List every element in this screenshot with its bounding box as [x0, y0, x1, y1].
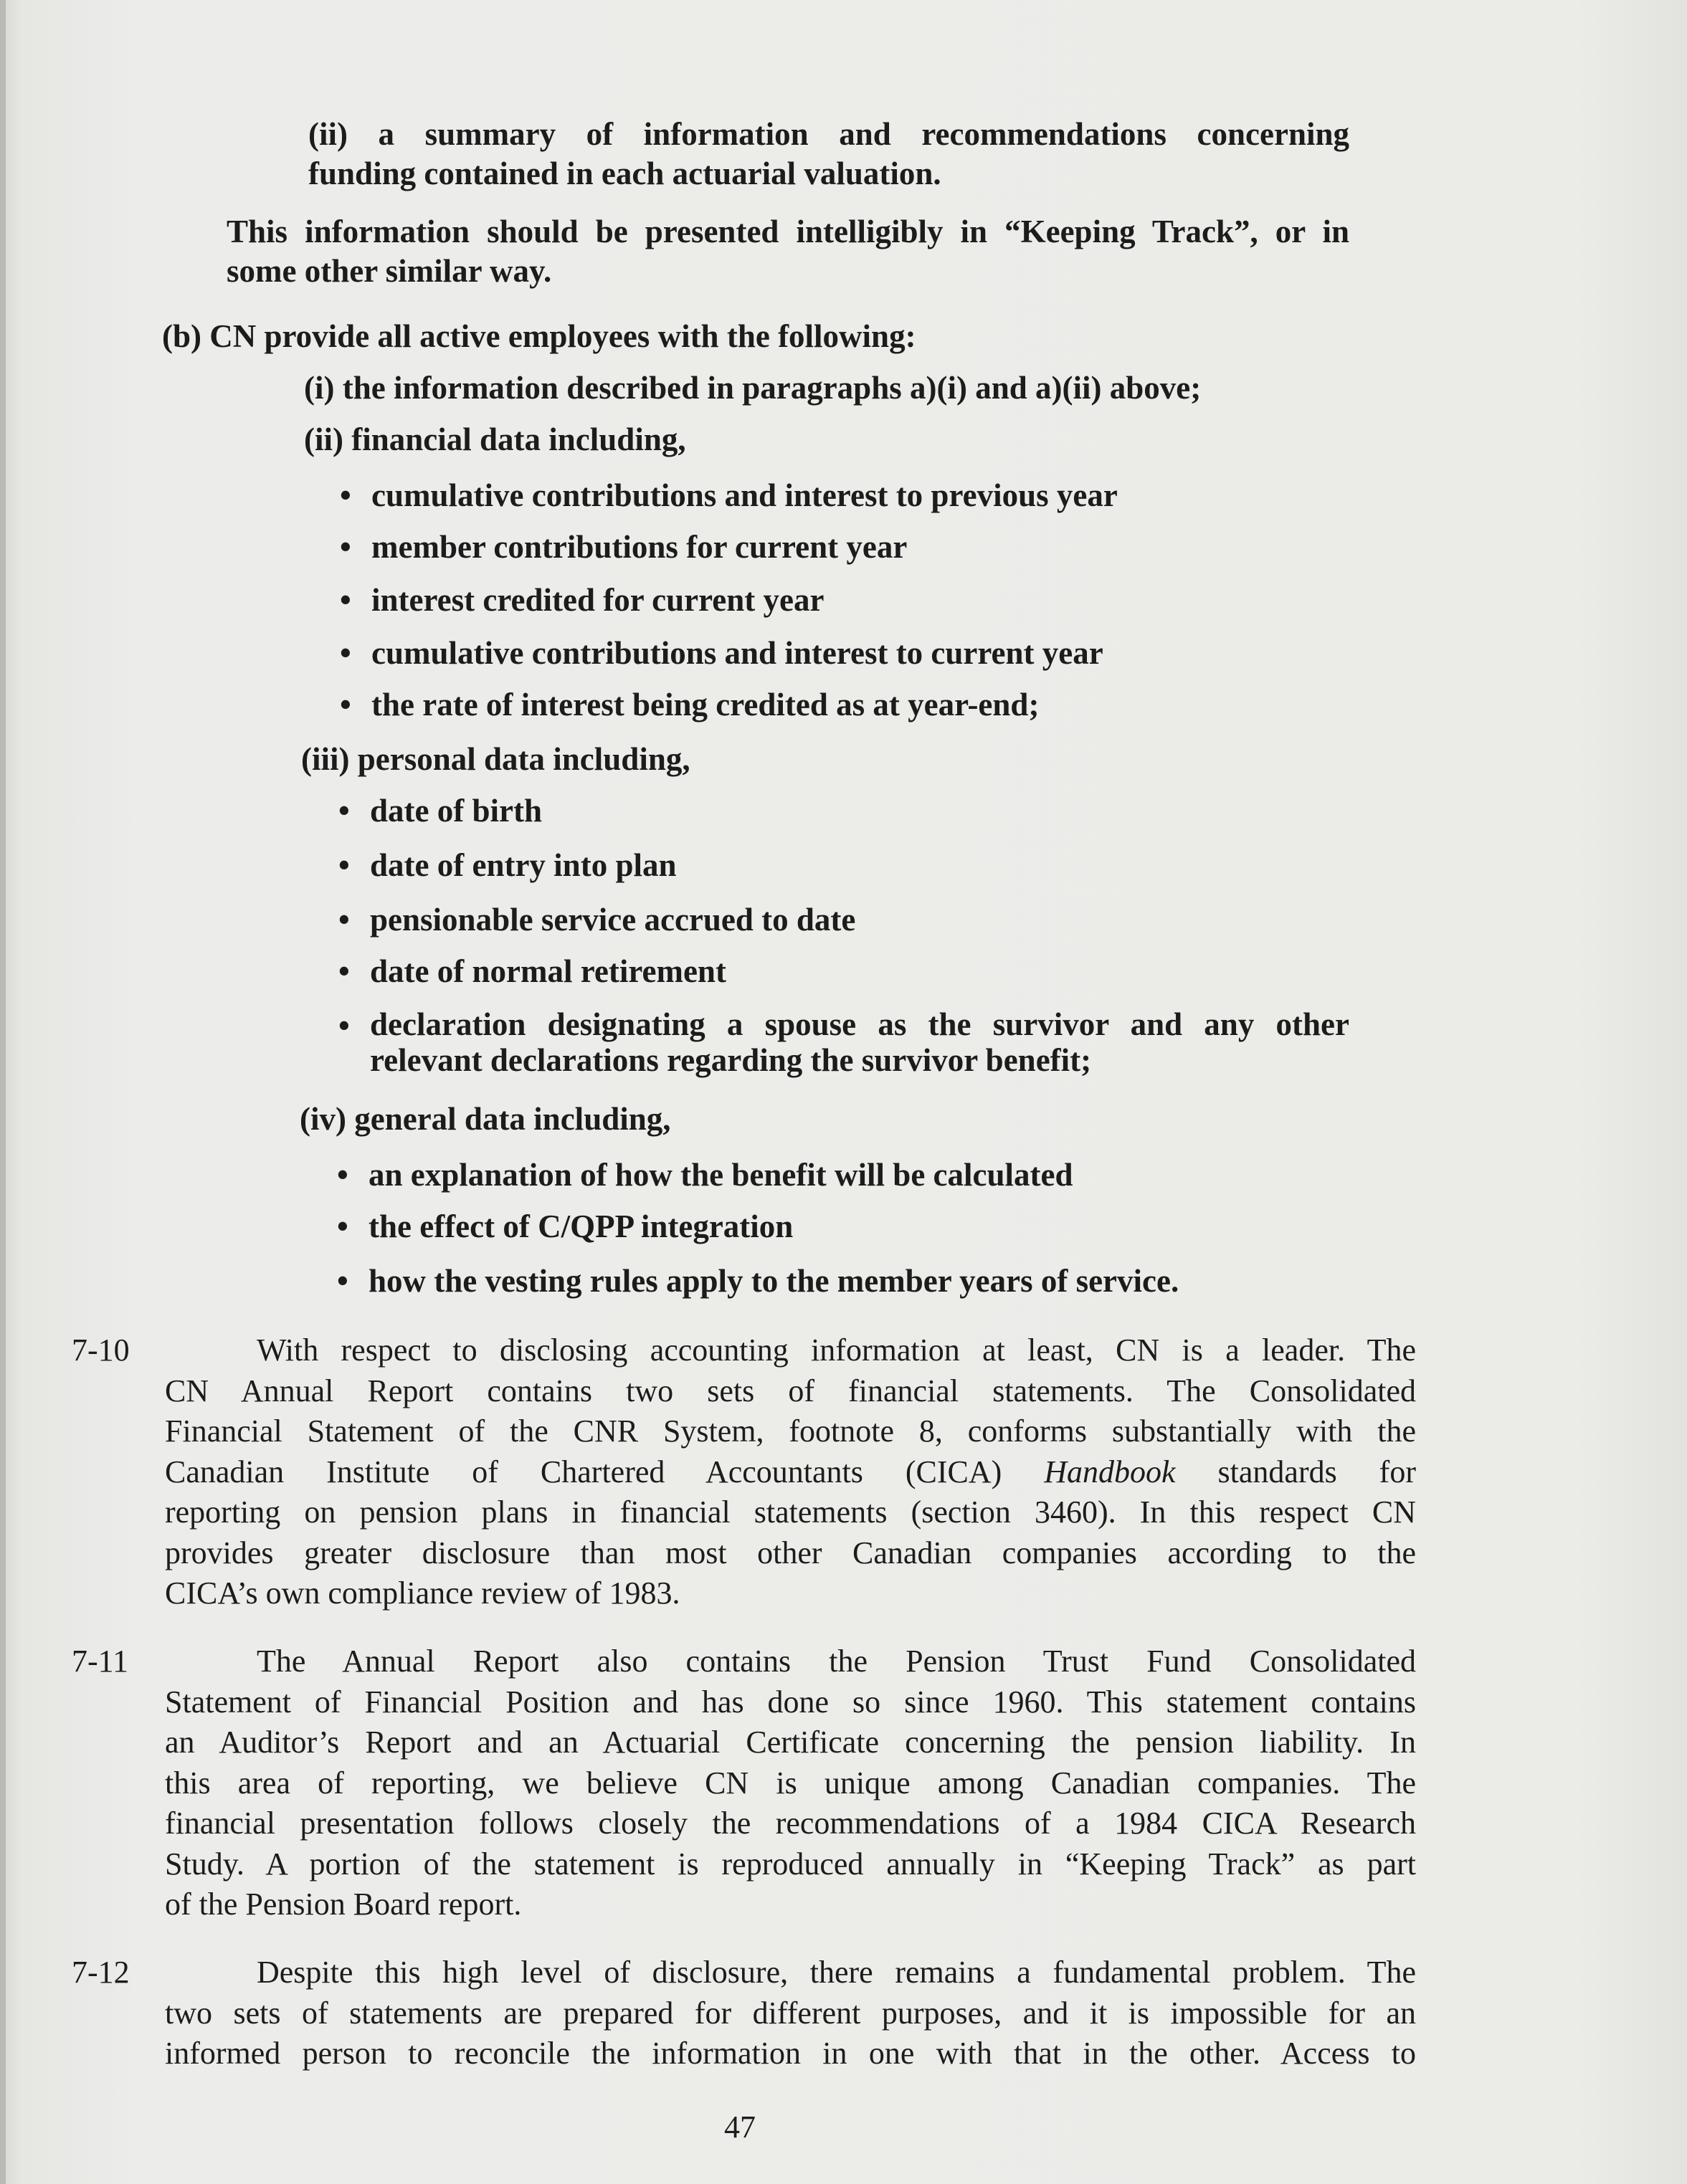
list-item [337, 1262, 1179, 1301]
list-item-text: the effect of C/QPP integration [369, 1208, 794, 1244]
bullet-icon: • [337, 1263, 348, 1299]
bullet-icon: • [338, 1008, 350, 1044]
presentation-note [227, 212, 1349, 291]
paragraph-7-11 [165, 1641, 1416, 1925]
line-text: With respect to disclosing accounting information at least, CN is a leader. The [257, 1332, 1416, 1368]
list-item [340, 476, 1118, 515]
bullet-icon: • [340, 582, 351, 618]
paragraph-7-10 [165, 1330, 1416, 1614]
list-item-text: member contributions for current year [371, 529, 908, 565]
list-item-text: date of entry into plan [370, 847, 677, 883]
paragraph-line [165, 1952, 1416, 1993]
item-b-ii: (ii) financial data including, [304, 421, 686, 457]
list-item-text: date of birth [370, 793, 542, 829]
paragraph-line: Study. A portion of the statement is reproduced annually in “Keeping Track” as part [165, 1846, 1416, 1882]
summary-item [308, 115, 1349, 194]
paragraph-line: Financial Statement of the CNR System, footnote 8, conforms substantially with the [165, 1413, 1416, 1449]
list-item-text: an explanation of how the benefit will be calculated [369, 1157, 1073, 1193]
bullet-icon: • [337, 1157, 348, 1193]
declaration-line-2: relevant declarations regarding the survivor benefit; [370, 1042, 1092, 1078]
page-number: 47 [724, 2109, 756, 2145]
summary-line-2: funding contained in each actuarial valuation. [308, 156, 941, 191]
list-item [338, 846, 677, 885]
declaration-line-1: declaration designating a spouse as the survivor and any other [370, 1006, 1349, 1042]
line-text: The Annual Report also contains the Pension Trust Fund Consolidated [257, 1644, 1416, 1679]
presentation-line-2: some other similar way. [227, 253, 552, 289]
paragraph-line [165, 1641, 1416, 1682]
list-item [340, 528, 907, 567]
paragraph-line: this area of reporting, we believe CN is unique among Canadian companies. The [165, 1765, 1416, 1801]
paragraph-line: two sets of statements are prepared for different purposes, and it is impossible for an [165, 1995, 1416, 2031]
bullet-icon: • [338, 793, 350, 829]
presentation-line-1: This information should be presented intelligibly in “Keeping Track”, or in [227, 214, 1349, 249]
list-item-text: cumulative contributions and interest to current year [371, 635, 1103, 671]
bullet-icon: • [338, 847, 350, 883]
paragraph-number: 7-12 [72, 1955, 130, 1990]
section-b-heading: (b) CN provide all active employees with the following: [162, 318, 916, 354]
list-item-text: pensionable service accrued to date [370, 902, 856, 938]
paragraph-line: informed person to reconcile the information in one with that in the other. Access to [165, 2036, 1416, 2071]
list-item-text: the rate of interest being credited as at year-end; [371, 687, 1040, 723]
list-item [340, 581, 824, 620]
bullet-icon: • [337, 1208, 348, 1244]
paragraph-line: provides greater disclosure than most other Canadian companies according to the [165, 1535, 1416, 1570]
page-edge-shadow [0, 0, 6, 2184]
paragraph-line: Canadian Institute of Chartered Accountants (CICA) Handbook standards for [165, 1454, 1416, 1489]
list-item [338, 900, 855, 940]
paragraph-number: 7-11 [72, 1644, 129, 1679]
list-item-text: interest credited for current year [371, 582, 825, 618]
bullet-icon: • [340, 529, 351, 565]
paragraph-line: CICA’s own compliance review of 1983. [165, 1575, 680, 1611]
paragraph-line: reporting on pension plans in financial statements (section 3460). In this respect CN [165, 1494, 1416, 1530]
list-item [338, 791, 542, 831]
list-item [337, 1207, 793, 1246]
item-b-i: (i) the information described in paragraphs a)(i) and a)(ii) above; [304, 370, 1202, 406]
list-item-text: cumulative contributions and interest to previous year [371, 477, 1118, 513]
paragraph-line: of the Pension Board report. [165, 1887, 522, 1922]
list-item-text: date of normal retirement [370, 953, 726, 989]
bullet-icon: • [338, 902, 350, 938]
list-item-text: how the vesting rules apply to the member years of service. [369, 1263, 1179, 1299]
list-item [337, 1155, 1073, 1195]
item-b-iv: (iv) general data including, [300, 1101, 671, 1137]
bullet-icon: • [338, 953, 350, 989]
line-text: Despite this high level of disclosure, there remains a fundamental problem. The [257, 1955, 1416, 1990]
paragraph-line: an Auditor’s Report and an Actuarial Certificate concerning the pension liability. In [165, 1725, 1416, 1760]
summary-line-1: (ii) a summary of information and recommendations concerning [308, 116, 1349, 152]
item-b-iii: (iii) personal data including, [301, 741, 690, 777]
bullet-icon: • [340, 635, 351, 671]
bullet-icon: • [340, 477, 351, 513]
list-item [338, 952, 726, 991]
list-item [340, 685, 1039, 725]
paragraph-number: 7-10 [72, 1332, 130, 1368]
paragraph-7-12 [165, 1952, 1416, 2074]
list-item [340, 634, 1103, 673]
paragraph-line [165, 1330, 1416, 1371]
paragraph-line: financial presentation follows closely the recommendations of a 1984 CICA Research [165, 1806, 1416, 1841]
paragraph-line: Statement of Financial Position and has done so since 1960. This statement contains [165, 1684, 1416, 1720]
paragraph-line: CN Annual Report contains two sets of financial statements. The Consolidated [165, 1373, 1416, 1408]
list-item [370, 1006, 1349, 1078]
bullet-icon: • [340, 687, 351, 723]
